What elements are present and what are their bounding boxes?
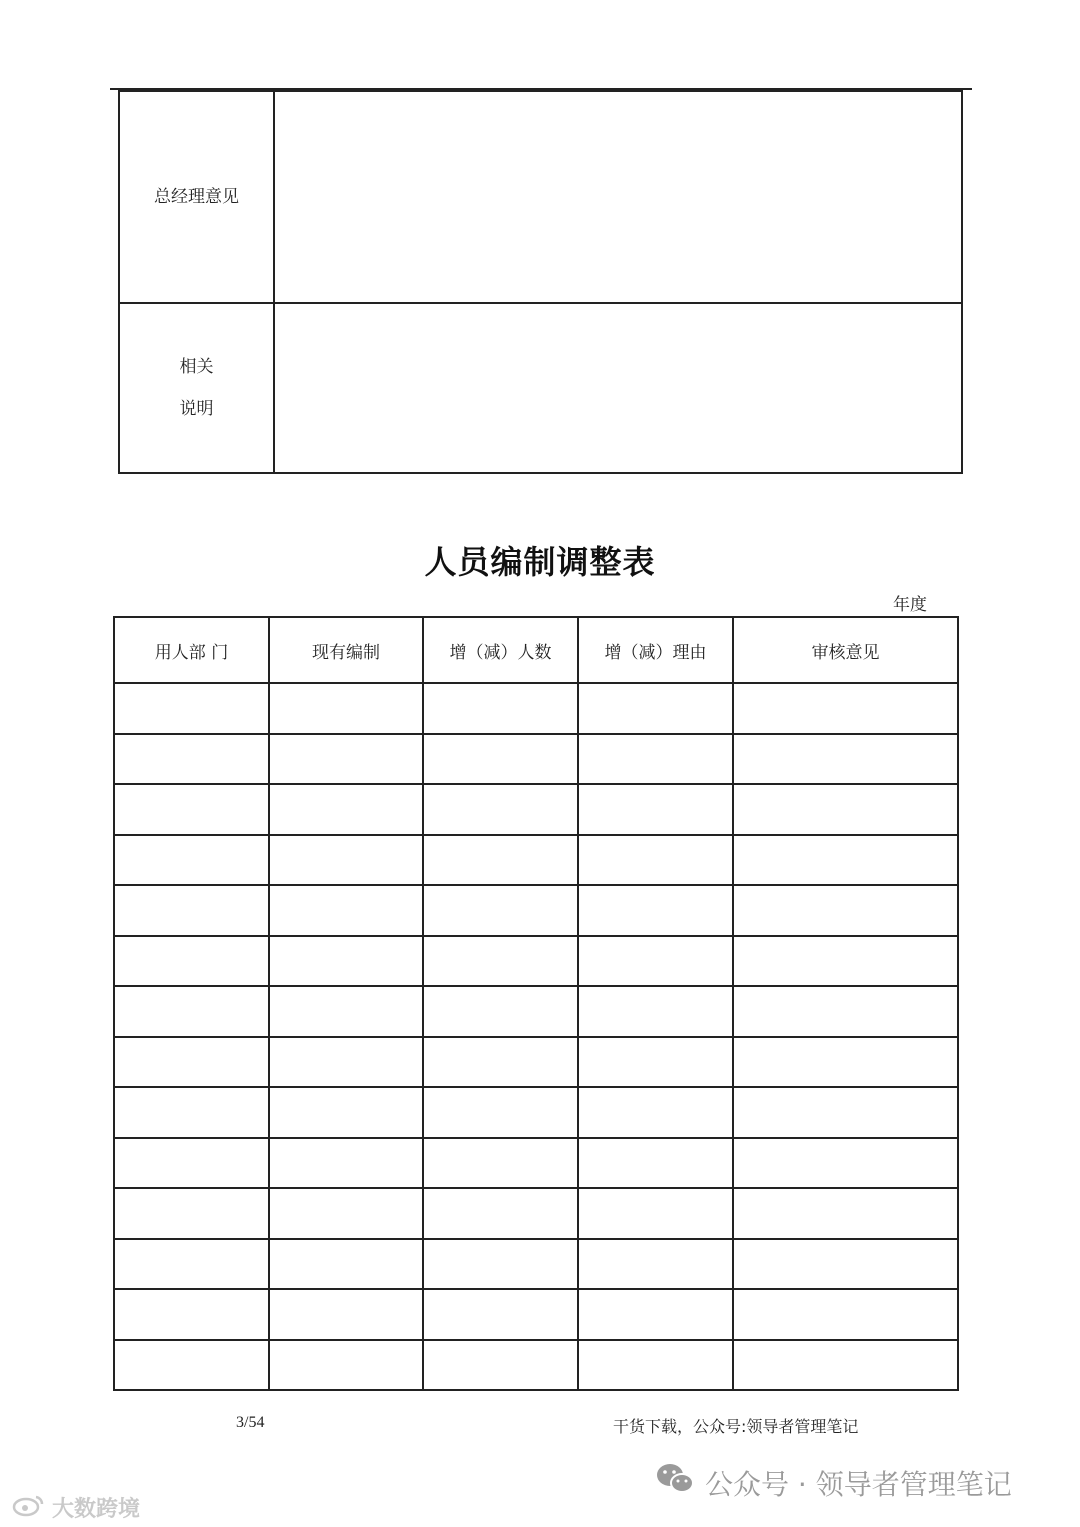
- table-cell[interactable]: [269, 784, 423, 835]
- table-cell[interactable]: [114, 936, 269, 987]
- table-cell[interactable]: [114, 986, 269, 1037]
- table-cell[interactable]: [269, 1289, 423, 1340]
- wechat-logo-icon: [655, 1462, 695, 1503]
- table-cell[interactable]: [423, 936, 578, 987]
- table-cell[interactable]: [269, 986, 423, 1037]
- col-header-change-reason: 增（减）理由: [578, 617, 733, 683]
- table-cell[interactable]: [578, 1340, 733, 1391]
- table-cell[interactable]: [578, 1037, 733, 1088]
- table-cell[interactable]: [114, 885, 269, 936]
- year-label: 年度: [893, 595, 927, 615]
- table-cell[interactable]: [423, 986, 578, 1037]
- staffing-header-row: [114, 617, 958, 683]
- table-cell[interactable]: [114, 1289, 269, 1340]
- table-row: [114, 683, 958, 734]
- table-cell[interactable]: [114, 784, 269, 835]
- table-cell[interactable]: [423, 885, 578, 936]
- weibo-logo-icon: [12, 1493, 46, 1523]
- table-cell[interactable]: [733, 986, 958, 1037]
- table-cell[interactable]: [578, 683, 733, 734]
- table-cell[interactable]: [423, 1138, 578, 1189]
- table-cell[interactable]: [733, 1340, 958, 1391]
- approval-table: [118, 90, 963, 474]
- table-cell[interactable]: [733, 1239, 958, 1290]
- table-cell[interactable]: [269, 683, 423, 734]
- table-cell[interactable]: [114, 1138, 269, 1189]
- table-cell[interactable]: [114, 1239, 269, 1290]
- table-row: [114, 885, 958, 936]
- table-row: [114, 1239, 958, 1290]
- table-cell[interactable]: [733, 1188, 958, 1239]
- table-cell[interactable]: [269, 1087, 423, 1138]
- table-row: [114, 1138, 958, 1189]
- related-note-cell[interactable]: [274, 303, 962, 473]
- approval-row-note: [119, 303, 962, 473]
- table-cell[interactable]: [423, 1340, 578, 1391]
- col-header-department: 用人部 门: [114, 617, 269, 683]
- table-cell[interactable]: [269, 1340, 423, 1391]
- table-cell[interactable]: [578, 1289, 733, 1340]
- table-cell[interactable]: [733, 1138, 958, 1189]
- table-row: [114, 936, 958, 987]
- table-row: [114, 784, 958, 835]
- table-cell[interactable]: [733, 683, 958, 734]
- table-cell[interactable]: [423, 1239, 578, 1290]
- footer-note: 干货下载，公众号:领导者管理笔记: [613, 1417, 859, 1436]
- approval-row-gm: [119, 91, 962, 303]
- table-cell[interactable]: [423, 835, 578, 886]
- table-cell[interactable]: [114, 683, 269, 734]
- table-cell[interactable]: [733, 1087, 958, 1138]
- watermark-right: [655, 1462, 1012, 1503]
- table-cell[interactable]: [114, 1037, 269, 1088]
- watermark-right-text: 公众号 · 领导者管理笔记: [705, 1467, 1012, 1501]
- table-cell[interactable]: [733, 885, 958, 936]
- table-cell[interactable]: [578, 734, 733, 785]
- table-cell[interactable]: [733, 734, 958, 785]
- table-cell[interactable]: [733, 784, 958, 835]
- table-cell[interactable]: [578, 885, 733, 936]
- table-cell[interactable]: [114, 734, 269, 785]
- table-cell[interactable]: [733, 1037, 958, 1088]
- table-row: [114, 1037, 958, 1088]
- table-cell[interactable]: [114, 835, 269, 886]
- table-cell[interactable]: [733, 936, 958, 987]
- col-header-review-opinion: 审核意见: [733, 617, 958, 683]
- table-cell[interactable]: [423, 1037, 578, 1088]
- table-cell[interactable]: [423, 1289, 578, 1340]
- table-row: [114, 1340, 958, 1391]
- table-cell[interactable]: [269, 885, 423, 936]
- table-cell[interactable]: [578, 1138, 733, 1189]
- table-cell[interactable]: [269, 936, 423, 987]
- table-cell[interactable]: [423, 1188, 578, 1239]
- table-row: [114, 734, 958, 785]
- table-row: [114, 1188, 958, 1239]
- related-note-line2: 说明: [179, 399, 214, 419]
- watermark-left-text: 大数跨境: [52, 1497, 141, 1522]
- table-cell[interactable]: [733, 835, 958, 886]
- gm-opinion-cell[interactable]: [274, 91, 962, 303]
- table-cell[interactable]: [114, 1087, 269, 1138]
- related-note-line1: 相关: [179, 357, 214, 377]
- col-header-change-count: 增（减）人数: [423, 617, 578, 683]
- table-row: [114, 1289, 958, 1340]
- table-row: [114, 835, 958, 886]
- table-cell[interactable]: [114, 1188, 269, 1239]
- table-cell[interactable]: [269, 835, 423, 886]
- gm-opinion-label: 总经理意见: [119, 91, 274, 303]
- table-cell[interactable]: [114, 1340, 269, 1391]
- staffing-body: [114, 683, 958, 1390]
- table-cell[interactable]: [578, 1188, 733, 1239]
- table-cell[interactable]: [578, 1087, 733, 1138]
- table-cell[interactable]: [578, 986, 733, 1037]
- table-cell[interactable]: [269, 1239, 423, 1290]
- table-row: [114, 986, 958, 1037]
- table-cell[interactable]: [733, 1289, 958, 1340]
- table-cell[interactable]: [423, 683, 578, 734]
- table-cell[interactable]: [423, 1087, 578, 1138]
- related-note-label: [119, 303, 274, 473]
- staffing-table: [113, 616, 959, 1391]
- table-cell[interactable]: [578, 1239, 733, 1290]
- table-cell[interactable]: [269, 1138, 423, 1189]
- form-title: 人员编制调整表: [424, 543, 656, 581]
- table-cell[interactable]: [423, 734, 578, 785]
- col-header-current-staffing: 现有编制: [269, 617, 423, 683]
- watermark-left: [12, 1492, 140, 1523]
- table-cell[interactable]: [269, 1188, 423, 1239]
- table-cell[interactable]: [578, 835, 733, 886]
- table-cell[interactable]: [269, 734, 423, 785]
- table-cell[interactable]: [423, 784, 578, 835]
- table-row: [114, 1087, 958, 1138]
- table-cell[interactable]: [578, 784, 733, 835]
- page-number: 3/54: [236, 1414, 265, 1431]
- table-cell[interactable]: [269, 1037, 423, 1088]
- table-cell[interactable]: [578, 936, 733, 987]
